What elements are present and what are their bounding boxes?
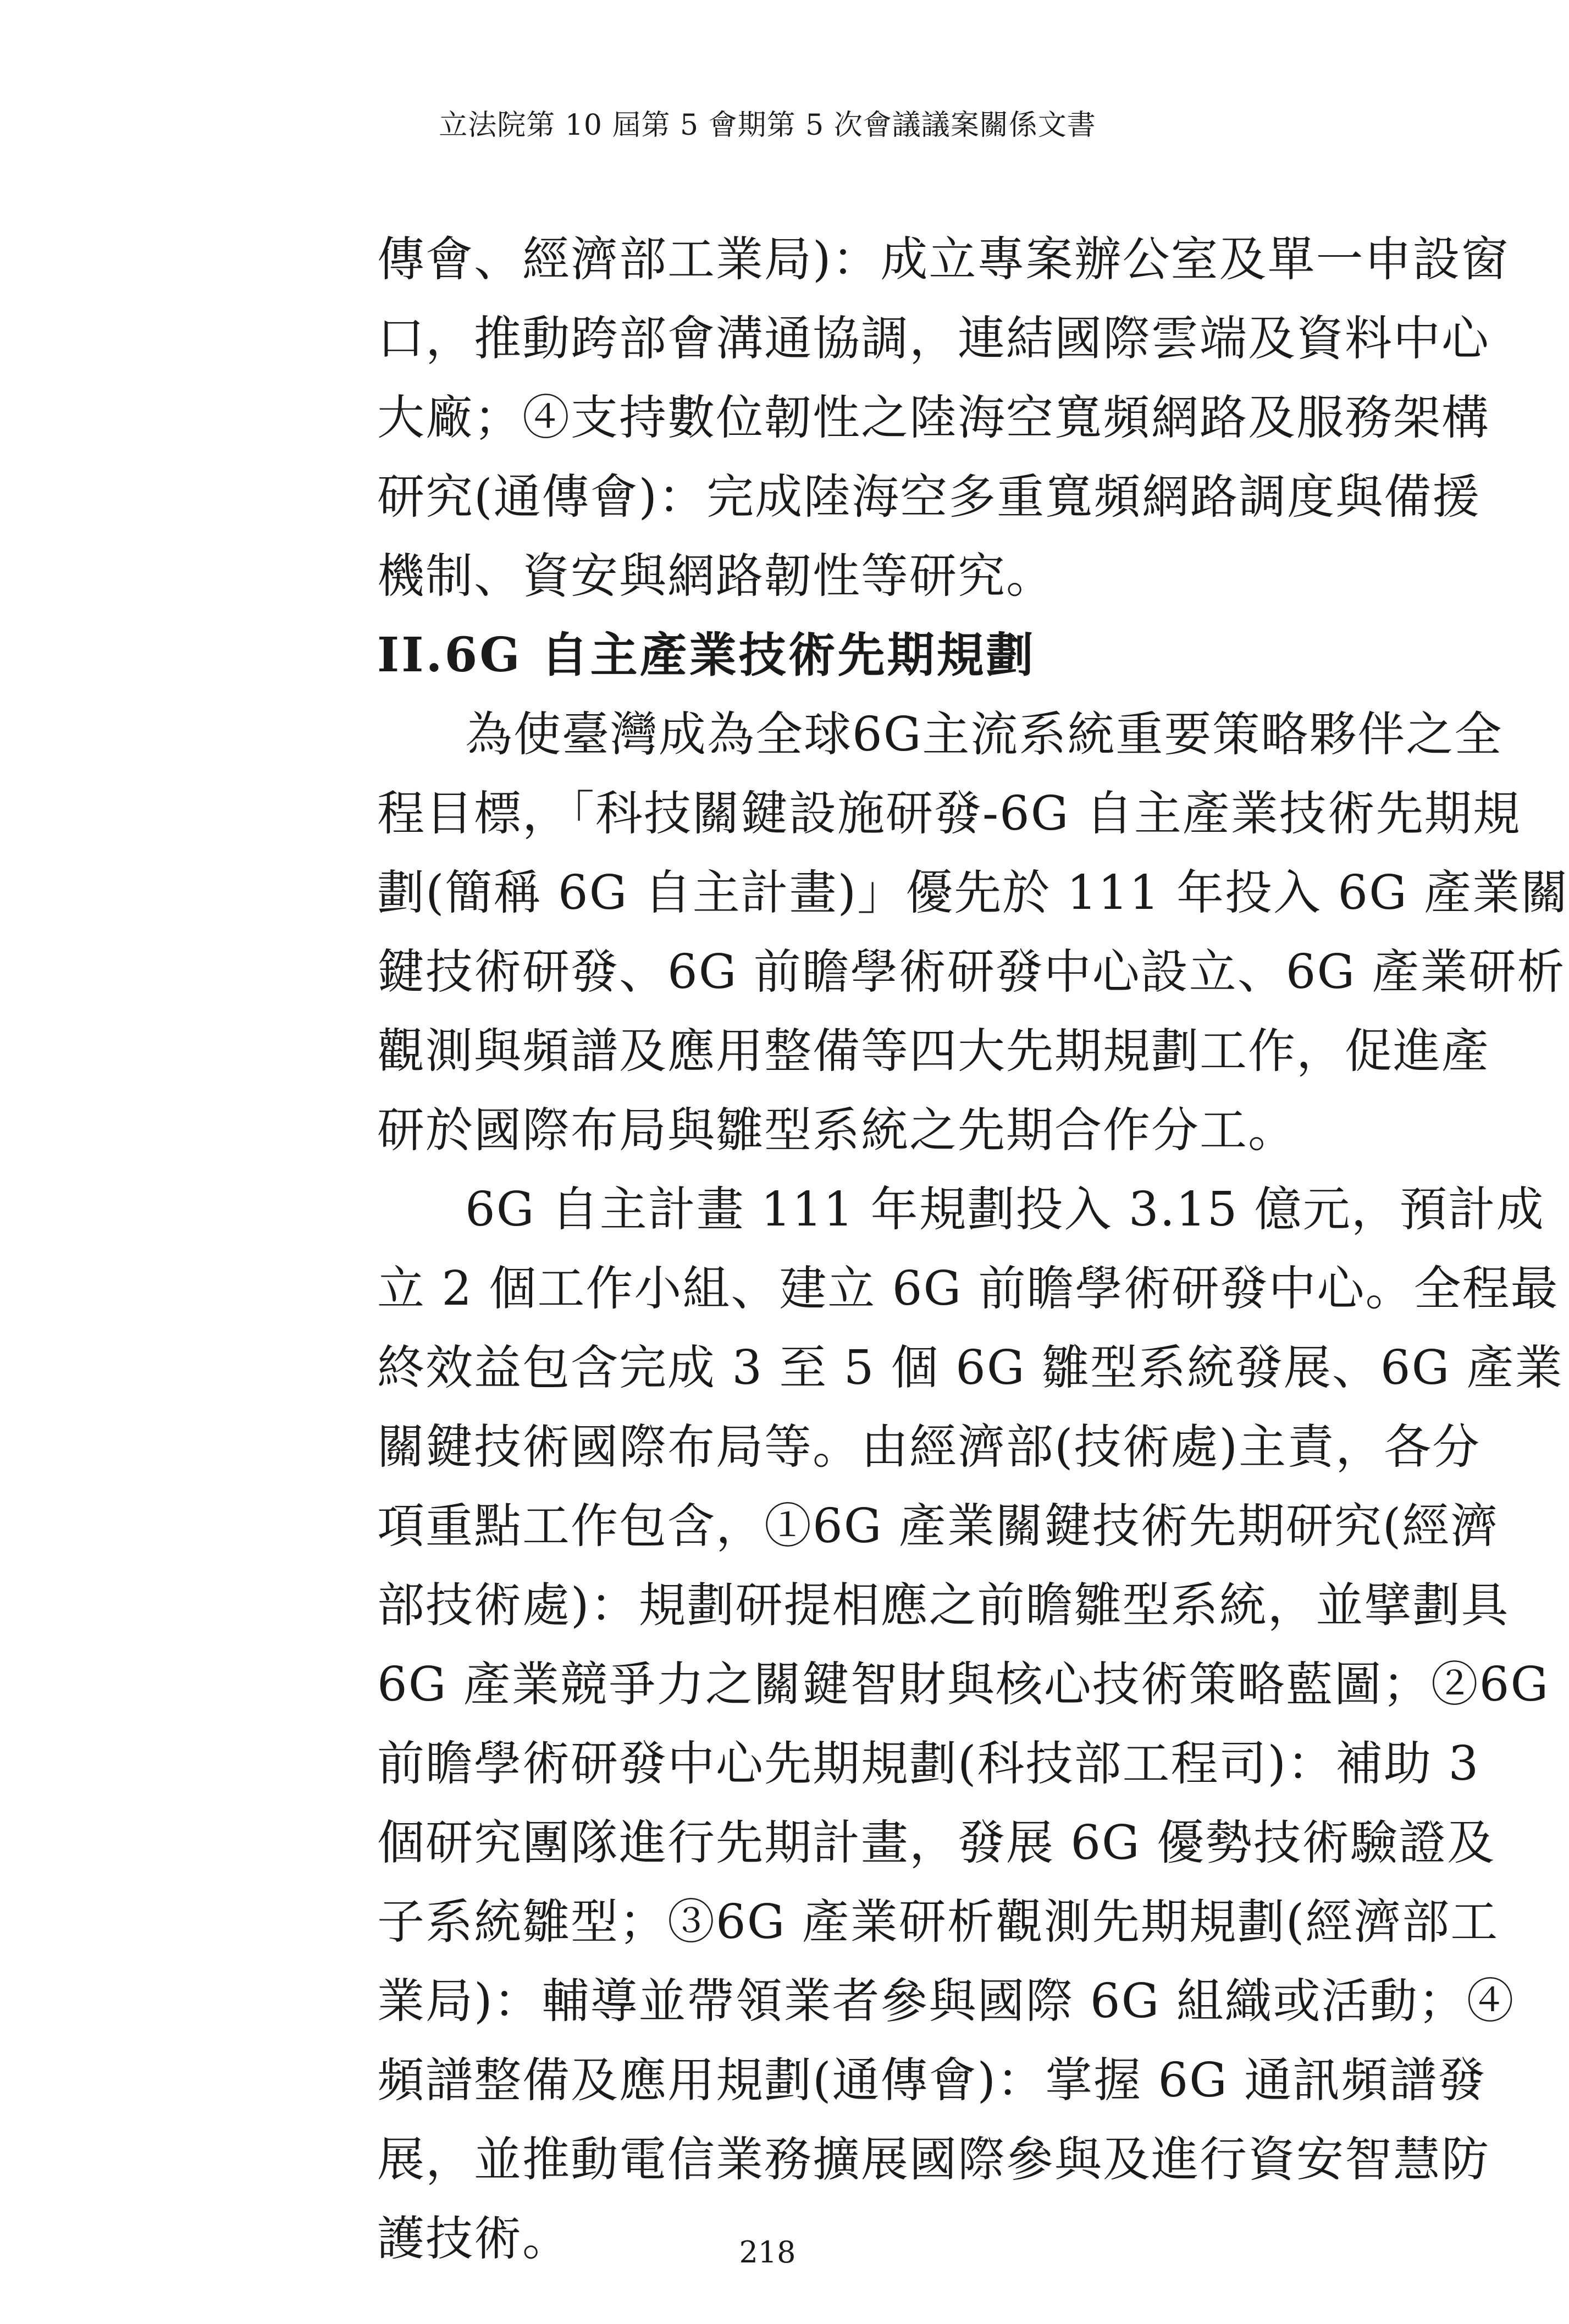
document-body <box>377 220 1569 2278</box>
body-line: 個研究團隊進行先期計畫，發展 6G 優勢技術驗證及 <box>377 1815 1496 1870</box>
body-line: 劃(簡稱 6G 自主計畫)」優先於 111 年投入 6G 產業關 <box>377 865 1569 920</box>
body-line: 觀測與頻譜及應用整備等四大先期規劃工作，促進產 <box>377 1024 1490 1079</box>
page-number: 218 <box>739 2235 796 2270</box>
body-line: 業局)：輔導並帶領業者參與國際 6G 組織或活動；④ <box>377 1974 1515 2029</box>
body-line: 子系統雛型；③6G 產業研析觀測先期規劃(經濟部工 <box>377 1895 1499 1950</box>
body-line: 6G 自主計畫 111 年規劃投入 3.15 億元，預計成 <box>465 1182 1545 1237</box>
body-line: 口，推動跨部會溝通協調，連結國際雲端及資料中心 <box>377 311 1490 366</box>
body-line: 鍵技術研發、6G 前瞻學術研發中心設立、6G 產業研析 <box>377 945 1566 1000</box>
body-line: 前瞻學術研發中心先期規劃(科技部工程司)：補助 3 <box>377 1736 1480 1791</box>
document-header: 立法院第 10 屆第 5 會期第 5 次會議議案關係文書 <box>439 109 1096 142</box>
body-line: 程目標，「科技關鍵設施研發-6G 自主產業技術先期規 <box>377 786 1521 841</box>
body-line: 頻譜整備及應用規劃(通傳會)：掌握 6G 通訊頻譜發 <box>377 2053 1487 2108</box>
body-line: 立 2 個工作小組、建立 6G 前瞻學術研發中心。全程最 <box>377 1261 1559 1316</box>
body-line: 終效益包含完成 3 至 5 個 6G 雛型系統發展、6G 產業 <box>377 1340 1564 1395</box>
body-line: 為使臺灣成為全球6G主流系統重要策略夥伴之全 <box>465 707 1503 762</box>
body-line: 研於國際布局與雛型系統之先期合作分工。 <box>377 1103 1296 1158</box>
body-line: 關鍵技術國際布局等。由經濟部(技術處)主責，各分 <box>377 1420 1481 1475</box>
body-line: 部技術處)：規劃研提相應之前瞻雛型系統，並擘劃具 <box>377 1578 1510 1633</box>
body-line: 展，並推動電信業務擴展國際參與及進行資安智慧防 <box>377 2132 1490 2187</box>
body-line: 機制、資安與網路韌性等研究。 <box>377 549 1054 604</box>
section-heading: II.6G 自主產業技術先期規劃 <box>377 627 1036 683</box>
body-line: 護技術。 <box>377 2211 571 2266</box>
body-line: 大廠；④支持數位韌性之陸海空寬頻網路及服務架構 <box>377 390 1490 445</box>
body-line: 項重點工作包含，①6G 產業關鍵技術先期研究(經濟 <box>377 1499 1499 1554</box>
body-line: 傳會、經濟部工業局)：成立專案辦公室及單一申設窗 <box>377 232 1510 287</box>
body-line: 6G 產業競爭力之關鍵智財與核心技術策略藍圖；②6G <box>377 1657 1550 1712</box>
body-line: 研究(通傳會)：完成陸海空多重寬頻網路調度與備援 <box>377 470 1481 525</box>
